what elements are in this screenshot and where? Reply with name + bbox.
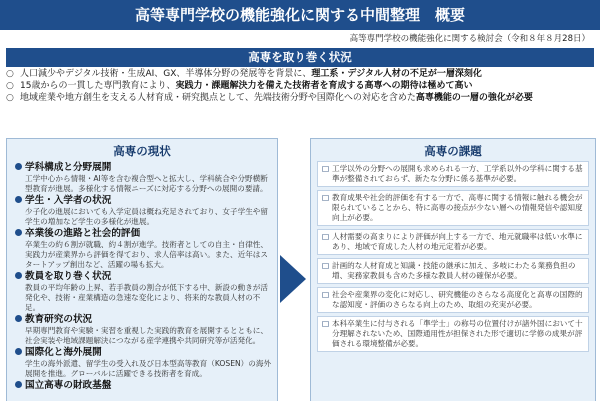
checkbox-square-icon: □ <box>322 290 330 299</box>
current-item-text: 工学中心から情報・AI等を含む複合型へと拡大し、学科統合や分野横断型教育が進展。多様化する情報ニーズに対応する分野への展開の要請。 <box>25 174 268 193</box>
issue-text: 本科卒業生に付与される「準学士」の称号の位置付けが諸外国において十分理解されないため、国際通用性が担保された形で適切に学修の成果が評価される環境整備が必要。 <box>332 319 583 348</box>
current-item-text: 少子化の進展においても入学定員は概ね充足されており、女子学生や留学生の増加など学生の多様化が進展。 <box>25 207 268 226</box>
current-item <box>15 380 273 392</box>
bullet-emphasis: 実践力・課題解決力を備えた技術者を育成する高専への期待は極めて高い <box>175 81 473 92</box>
bullet-mark: ○ <box>6 93 14 104</box>
checkbox-square-icon: □ <box>322 232 330 241</box>
issue-card <box>317 287 589 313</box>
situation-bullet <box>6 92 592 104</box>
current-item <box>15 314 273 346</box>
issue-card <box>317 316 589 352</box>
current-item-text: 早期専門教育や実験・実習を重視した実践的教育を展開するとともに、社会実装や地域課題解決につながる産学連携や共同研究等が活発化。 <box>25 326 268 345</box>
issue-text: 計画的な人材育成と知識・技能の継承に加え、多岐にわたる業務負担の増、実務家教員も含めた多様な教員人材の確保が必要。 <box>332 261 576 280</box>
current-item-head: 卒業後の進路と社会的評価 <box>25 228 141 239</box>
bullet-text: 人口減少やデジタル技術・生成AI、GX、半導体分野の発展等を背景に、 <box>20 69 312 79</box>
issue-card <box>317 229 589 255</box>
bullet-dot-icon <box>15 163 22 170</box>
bullet-dot-icon <box>15 196 22 203</box>
checkbox-square-icon: □ <box>322 261 330 270</box>
issue-text: 工学以外の分野への展開も求められる一方、工学系以外の学科に関する基準が整備されておらず、新たな分野に係る基準が必要。 <box>332 164 583 183</box>
current-item-head: 学科構成と分野展開 <box>25 162 112 173</box>
issue-text: 教育成果や社会的評価を有する一方で、高専に関する情報に触れる機会が限られていることから、特に高専の接点が少ない層への情報発信や認知度向上が必要。 <box>332 193 583 222</box>
issue-card <box>317 161 589 187</box>
current-item-head: 国際化と海外展開 <box>25 347 102 358</box>
current-item-text: 卒業生の約６割が就職、約４割が進学。技術者としての自主・自律性、実践力が産業界から評価を得ており、求人倍率は高い。また、近年はスタートアップ創出など、活躍の場も拡大。 <box>25 240 268 269</box>
bullet-mark: ○ <box>6 81 14 92</box>
page-title: 高等専門学校の機能強化に関する中間整理 概要 <box>0 0 600 30</box>
current-item-head: 国立高専の財政基盤 <box>25 380 112 391</box>
bullet-dot-icon <box>15 229 22 236</box>
bullet-dot-icon <box>15 272 22 279</box>
checkbox-square-icon: □ <box>322 193 330 202</box>
current-item <box>15 195 273 227</box>
current-item-head: 教育研究の状況 <box>25 314 93 325</box>
current-header: 高専の現状 <box>113 144 171 158</box>
issue-card <box>317 190 589 226</box>
current-item <box>15 228 273 270</box>
current-item <box>15 271 273 313</box>
current-item-head: 学生・入学者の状況 <box>25 195 112 206</box>
issue-text: 社会や産業界の変化に対応し、研究機能のさらなる高度化と高専の国際的な認知度・評価のさらなる向上のため、取組の充実が必要。 <box>332 290 583 309</box>
current-item-text: 教員の平均年齢の上昇、若手教員の割合が低下する中、新設の動きが活発化や、技術・産業構造の急速な変化により、将来的な教員人材の不足。 <box>25 283 268 312</box>
bullet-emphasis: 高専機能の一層の強化が必要 <box>415 93 533 104</box>
arrow-right-icon <box>280 255 306 303</box>
current-item-text: 学生の海外派遣、留学生の受入れ及び日本型高等教育（KOSEN）の海外展開を推進。グローバルに活躍できる技術者を育成。 <box>25 359 272 378</box>
current-panel <box>6 138 278 401</box>
issues-list <box>317 161 589 355</box>
bullet-emphasis: 理工系・デジタル人材の不足が一層深刻化 <box>311 69 482 79</box>
checkbox-square-icon: □ <box>322 164 330 173</box>
committee-date: 高等専門学校の機能強化に関する検討会（令和８年８月28日） <box>349 34 590 44</box>
checkbox-square-icon: □ <box>322 319 330 328</box>
bullet-mark: ○ <box>6 69 14 79</box>
issue-card <box>317 258 589 284</box>
bullet-text: 15歳からの一貫した専門教育により、 <box>20 81 176 92</box>
issues-header: 高専の課題 <box>424 144 482 158</box>
issue-text: 人材需要の高まりにより評価が向上する一方で、地元就職率は低い水準にあり、地域で育成した人材の地元定着が必要。 <box>332 232 583 251</box>
bullet-dot-icon <box>15 348 22 355</box>
situation-bullet <box>6 80 592 92</box>
issues-panel <box>310 138 596 401</box>
situation-bullets <box>6 68 592 105</box>
current-item <box>15 162 273 194</box>
current-item <box>15 347 273 379</box>
bullet-text: 地域産業や地方創生を支える人材育成・研究拠点として、先端技術分野や国際化への対応を含めた <box>20 93 416 104</box>
current-list <box>15 161 273 392</box>
situation-header: 高専を取り巻く状況 <box>6 48 594 67</box>
current-item-head: 教員を取り巻く状況 <box>25 271 112 282</box>
bullet-dot-icon <box>15 381 22 388</box>
bullet-dot-icon <box>15 315 22 322</box>
situation-bullet <box>6 68 592 80</box>
